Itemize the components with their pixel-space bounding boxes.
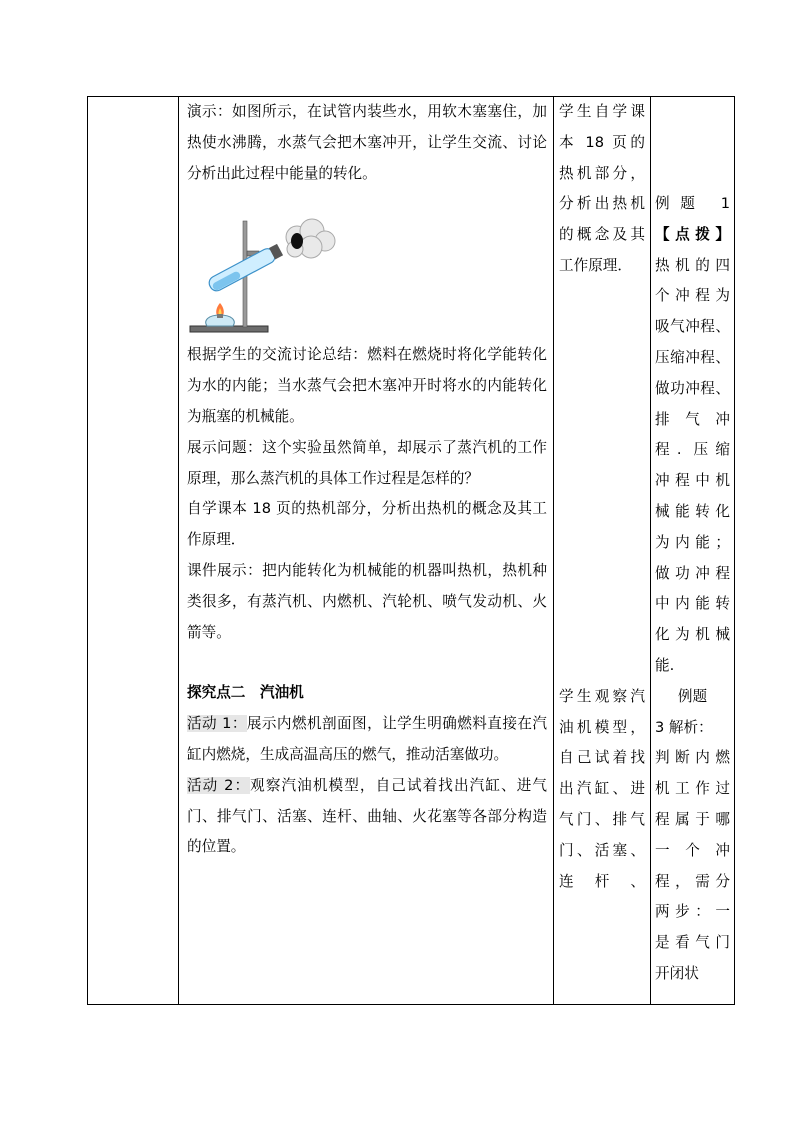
activity-2-paragraph xyxy=(187,771,547,863)
example-1-line: 热机的四 xyxy=(655,256,730,274)
lesson-table xyxy=(87,96,735,1005)
example-1-title: 例题 1 xyxy=(655,195,730,212)
example-1-tip: 【点拨】 xyxy=(655,225,730,243)
example-3-line: 判断内燃 xyxy=(655,749,730,767)
example-1-line: 做功冲程 xyxy=(655,564,730,582)
example-1-line: 吸气冲程、 xyxy=(655,318,730,336)
example-1-line: 冲程中机 xyxy=(655,472,730,490)
example-1-line: 为内能； xyxy=(655,533,730,551)
example-3-line: 机工作过 xyxy=(655,780,730,798)
example-1-block xyxy=(655,189,730,682)
example-1-line: 中内能转 xyxy=(655,595,730,613)
student-activity-cell xyxy=(554,97,651,1005)
example-3-line: 两步：一 xyxy=(655,903,730,921)
example-1-line: 个冲程为 xyxy=(655,287,730,305)
activity-2-text: 观察汽油机模型，自己试着找出汽缸、进气门、排气门、活塞、连杆、曲轴、火花塞等各部分构造的位置。 xyxy=(187,776,547,856)
blank-column-cell xyxy=(88,97,179,1005)
courseware-paragraph: 课件展示：把内能转化为机械能的机器叫热机，热机种类很多，有蒸汽机、内燃机、汽轮机、喷气发动机、火箭等。 xyxy=(187,561,547,641)
question-paragraph: 展示问题：这个实验虽然简单，却展示了蒸汽机的工作原理，那么蒸汽机的具体工作过程是怎样的？ xyxy=(187,438,547,487)
activity-1-text: 展示内燃机剖面图，让学生明确燃料直接在汽缸内燃烧，生成高温高压的燃气，推动活塞做功。 xyxy=(187,715,547,763)
experiment-figure xyxy=(187,189,547,340)
activity-1-paragraph xyxy=(187,709,547,771)
example-3-line: 3 解析： xyxy=(655,718,713,736)
example-3-line: 一个冲 xyxy=(655,841,730,859)
example-3-line: 是看气门 xyxy=(655,934,730,952)
student-activity-2: 学生观察汽油机模型，自己试着找出汽缸、进气门、排气门、活塞、连杆、 xyxy=(559,687,645,890)
example-3-line: 程属于哪 xyxy=(655,810,730,828)
example-3-block xyxy=(655,682,730,990)
summary-paragraph: 根据学生的交流讨论总结：燃料在燃烧时将化学能转化为水的内能；当水蒸气会把木塞冲开时将水的内能转化为瓶塞的机械能。 xyxy=(187,346,547,425)
spacer xyxy=(655,97,730,189)
example-1-line: 能. xyxy=(655,656,675,674)
test-tube-heating-illustration xyxy=(187,211,337,336)
table-row xyxy=(88,97,735,1005)
example-3-title: 例题 xyxy=(677,687,708,705)
example-3-line: 开闭状 xyxy=(655,964,699,982)
section-title: 探究点二 汽油机 xyxy=(187,684,304,702)
student-activity-1: 学生自学课本 18 页的热机部分，分析出热机的概念及其工作原理． xyxy=(559,103,645,274)
selfstudy-paragraph: 自学课本 18 页的热机部分，分析出热机的概念及其工作原理． xyxy=(187,500,547,549)
example-1-line: 做功冲程、 xyxy=(655,379,730,397)
example-notes-cell xyxy=(651,97,735,1005)
demo-paragraph: 演示：如图所示，在试管内装些水，用软木塞塞住，加热使水沸腾，水蒸气会把木塞冲开，让学生交流、讨论分析出此过程中能量的转化。 xyxy=(187,103,547,182)
example-1-line: 械能转化 xyxy=(655,502,730,520)
example-1-line: 化为机械 xyxy=(655,626,730,644)
example-1-line: 程. 压缩 xyxy=(655,441,730,459)
teaching-process-cell xyxy=(179,97,554,1005)
example-1-line: 排 气 冲 xyxy=(655,410,730,428)
example-1-line: 压缩冲程、 xyxy=(655,348,730,366)
example-3-line: 程，需分 xyxy=(655,872,730,890)
activity-2-label: 活动 2： xyxy=(187,776,251,794)
activity-1-label: 活动 1： xyxy=(187,715,247,733)
